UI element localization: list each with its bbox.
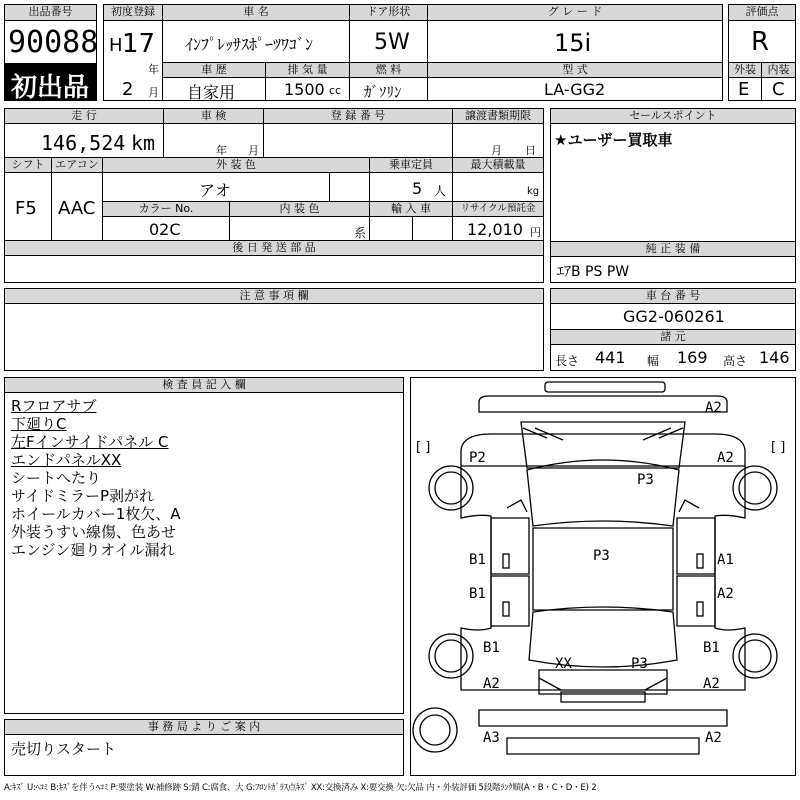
reg-year: 17 <box>122 29 156 59</box>
history-label: 車 歴 <box>162 62 266 78</box>
door-rl <box>491 576 529 626</box>
car-name-box <box>162 20 350 63</box>
damage-mark: B1 <box>483 640 500 656</box>
aircon-label: エアコン <box>51 157 103 173</box>
first-listing-box <box>4 63 97 101</box>
inspection-box <box>163 123 264 158</box>
grade-box <box>427 20 723 63</box>
damage-mark: B1 <box>469 552 486 568</box>
exterior-label: 外装 <box>728 62 762 78</box>
color-box <box>102 172 330 202</box>
int-color-suffix: 系 <box>354 226 367 240</box>
recycle-box <box>452 216 544 241</box>
first-listing-badge: 初出品 <box>11 73 90 103</box>
transfer-day: 日 <box>525 144 536 157</box>
model-box <box>427 77 723 101</box>
recycle-amount: 12,010 <box>467 220 523 239</box>
aircon: AAC <box>58 198 96 219</box>
door-box <box>349 20 428 63</box>
shift: F5 <box>15 198 37 219</box>
displacement-label: 排 気 量 <box>265 62 350 78</box>
model-label: 型 式 <box>427 62 723 78</box>
lot-number: 90088 <box>8 25 99 60</box>
inspector-line-2: 下廻りC <box>11 415 67 433</box>
import-box-b <box>412 216 453 241</box>
color-no: 02C <box>149 220 181 239</box>
car-diagram <box>410 377 796 776</box>
damage-mark: B1 <box>703 640 720 656</box>
sales-point: ★ユーザー買取車 <box>554 131 673 149</box>
shift-label: シフト <box>4 157 52 173</box>
inspector-line-4: エンドパネルXX <box>11 451 122 469</box>
history-box <box>162 77 266 101</box>
body-sides <box>461 466 745 690</box>
chassis-number: GG2-060261 <box>623 307 725 326</box>
later-parts-label: 後 日 発 送 部 品 <box>4 240 544 256</box>
score: R <box>751 27 770 57</box>
mileage-unit: km <box>131 131 156 155</box>
inspector-line-8: 外装うすい線傷、色あせ <box>11 523 177 541</box>
length: 441 <box>595 348 626 367</box>
inspector-line-6: サイドミラーP剥がれ <box>11 487 154 505</box>
max-load-box <box>452 172 544 202</box>
transfer-label: 譲渡書類期限 <box>452 108 544 124</box>
dims-box <box>550 344 796 371</box>
inspector-box <box>4 392 404 714</box>
exterior-score: E <box>738 79 750 100</box>
displacement-box <box>265 77 350 101</box>
int-color-label: 内 装 色 <box>229 201 370 217</box>
equipment: ｴｱB PS PW <box>557 264 630 280</box>
inspector-line-9: エンジン廻りオイル漏れ <box>11 541 175 559</box>
displacement: 1500 <box>284 80 325 99</box>
height-label: 高さ <box>723 354 748 368</box>
office-text: 売切りスタート <box>11 740 117 758</box>
sales-point-label: セールスポイント <box>550 108 796 124</box>
inspection-year: 年 <box>216 144 227 157</box>
shift-box <box>4 172 52 241</box>
rear-bumper <box>479 710 727 726</box>
damage-mark: A2 <box>705 400 722 416</box>
handle-rl <box>503 602 509 616</box>
transfer-month: 月 <box>491 144 502 157</box>
bracket-right: [ ] <box>771 440 786 455</box>
reg-month: 2 <box>122 79 134 100</box>
color-extra-box <box>329 172 370 202</box>
handle-rr <box>697 602 703 616</box>
aircon-box <box>51 172 103 241</box>
reg-number-label: 登 録 番 号 <box>263 108 453 124</box>
office-box <box>4 734 404 776</box>
office-label: 事 務 局 よ り ご 案 内 <box>4 719 404 735</box>
hood <box>521 422 685 468</box>
dims-label: 諸 元 <box>550 329 796 345</box>
door-type: 5W <box>374 30 410 55</box>
grade-label: グ レ ー ド <box>427 4 723 21</box>
length-label: 長さ <box>555 354 580 368</box>
model: LA-GG2 <box>544 80 606 99</box>
recycle-label: リサイクル預託金 <box>452 201 544 217</box>
first-reg-label: 初度登録 <box>103 4 163 21</box>
width: 169 <box>677 348 708 367</box>
damage-mark: XX <box>555 656 572 672</box>
damage-mark: A2 <box>483 676 500 692</box>
exterior-box <box>728 77 762 101</box>
rear-window <box>529 607 677 667</box>
windshield <box>527 460 679 526</box>
car-name: ｲﾝﾌﾟﾚｯｻｽﾎﾟｰﾂﾜｺﾞﾝ <box>185 35 314 54</box>
year-suffix: 年 <box>148 63 159 76</box>
width-label: 幅 <box>647 354 660 368</box>
history: 自家用 <box>187 83 236 102</box>
mileage-box <box>4 123 164 158</box>
chassis-label: 車 台 番 号 <box>550 288 796 304</box>
door-rr <box>677 576 715 626</box>
max-load-unit: kg <box>527 186 540 197</box>
mileage-label: 走 行 <box>4 108 164 124</box>
capacity: 5 <box>412 179 423 198</box>
damage-mark: A2 <box>717 586 734 602</box>
front-fenders <box>461 434 745 466</box>
handle-fr <box>697 554 703 568</box>
height: 146 <box>759 348 790 367</box>
interior-score: C <box>772 79 785 100</box>
inspector-line-7: ホイールカバー1枚欠、A <box>11 505 181 523</box>
door-fl <box>491 518 529 574</box>
month-suffix: 月 <box>148 86 159 99</box>
import-label: 輸 入 車 <box>369 201 453 217</box>
damage-mark: P2 <box>469 450 486 466</box>
color: アオ <box>199 181 231 200</box>
interior-box <box>761 77 796 101</box>
inspection-month: 月 <box>248 144 259 157</box>
inspector-line-5: シートへたり <box>11 469 102 487</box>
notes-box <box>4 303 544 371</box>
inspection-label: 車 検 <box>163 108 264 124</box>
score-label: 評価点 <box>728 4 796 21</box>
notes-label: 注 意 事 項 欄 <box>4 288 544 304</box>
door-fr <box>677 518 715 574</box>
inspector-line-3: 左Fインサイドパネル C <box>11 433 169 451</box>
damage-mark: P3 <box>631 656 648 672</box>
damage-mark: A3 <box>483 730 500 746</box>
interior-label: 内装 <box>761 62 796 78</box>
damage-mark: A1 <box>717 552 734 568</box>
lot-number-box <box>4 20 97 64</box>
roof <box>533 528 673 610</box>
lot-number-label: 出品番号 <box>4 4 97 21</box>
capacity-box <box>369 172 453 202</box>
handle-fl <box>503 554 509 568</box>
damage-mark: A2 <box>703 676 720 692</box>
equipment-label: 純 正 装 備 <box>550 241 796 257</box>
legend: A:ｷｽﾞ U:ﾍｺﾐ B:ｷｽﾞを伴うﾍｺﾐ P:要塗装 W:補修跡 S:錆 C:腐食、大 G:ﾌﾛﾝﾄｶﾞﾗｽ点ｷｽﾞ XX:交換済み X:要交換 欠:欠品 内・外装評価 5段階ﾗﾝｸ順(A・B・C・D・E) 2 <box>4 783 597 793</box>
reg-number-box <box>263 123 453 158</box>
fuel-label: 燃 料 <box>349 62 428 78</box>
first-reg-box <box>103 20 163 101</box>
damage-mark: A2 <box>717 450 734 466</box>
chassis-box <box>550 303 796 330</box>
damage-mark: A2 <box>705 730 722 746</box>
later-parts-box <box>4 255 544 283</box>
car-name-label: 車 名 <box>162 4 350 21</box>
front-bumper-top <box>545 382 665 392</box>
max-load-label: 最大積載量 <box>452 157 544 173</box>
mileage: 146,524 <box>41 131 126 155</box>
damage-mark: B1 <box>469 586 486 602</box>
car-outline <box>411 378 795 775</box>
mirror-left <box>507 500 527 512</box>
int-color-box <box>229 216 370 241</box>
fuel: ｶﾞｿﾘﾝ <box>364 83 402 101</box>
bracket-left: [ ] <box>416 440 431 455</box>
damage-mark: P3 <box>637 472 654 488</box>
rear-bumper-lower <box>507 738 699 754</box>
equipment-box <box>550 256 796 283</box>
mirror-right <box>679 500 699 512</box>
recycle-unit: 円 <box>530 226 541 239</box>
color-no-box <box>102 216 230 241</box>
damage-mark: P3 <box>593 548 610 564</box>
grade: 15i <box>554 29 592 57</box>
capacity-unit: 人 <box>434 184 447 198</box>
transfer-box <box>452 123 544 158</box>
front-bumper <box>479 396 727 412</box>
door-label: ドア形状 <box>349 4 428 21</box>
inspector-label: 検 査 員 記 入 欄 <box>4 377 404 393</box>
import-box-a <box>369 216 413 241</box>
sales-point-box <box>550 123 796 242</box>
color-label: 外 装 色 <box>102 157 370 173</box>
fuel-box <box>349 77 428 101</box>
score-box <box>728 20 796 63</box>
capacity-label: 乗車定員 <box>369 157 453 173</box>
inspector-line-1: Rフロアサブ <box>11 397 97 415</box>
color-no-label: カラー No. <box>102 201 230 217</box>
displacement-unit: cc <box>329 84 342 97</box>
era: H <box>109 35 123 56</box>
